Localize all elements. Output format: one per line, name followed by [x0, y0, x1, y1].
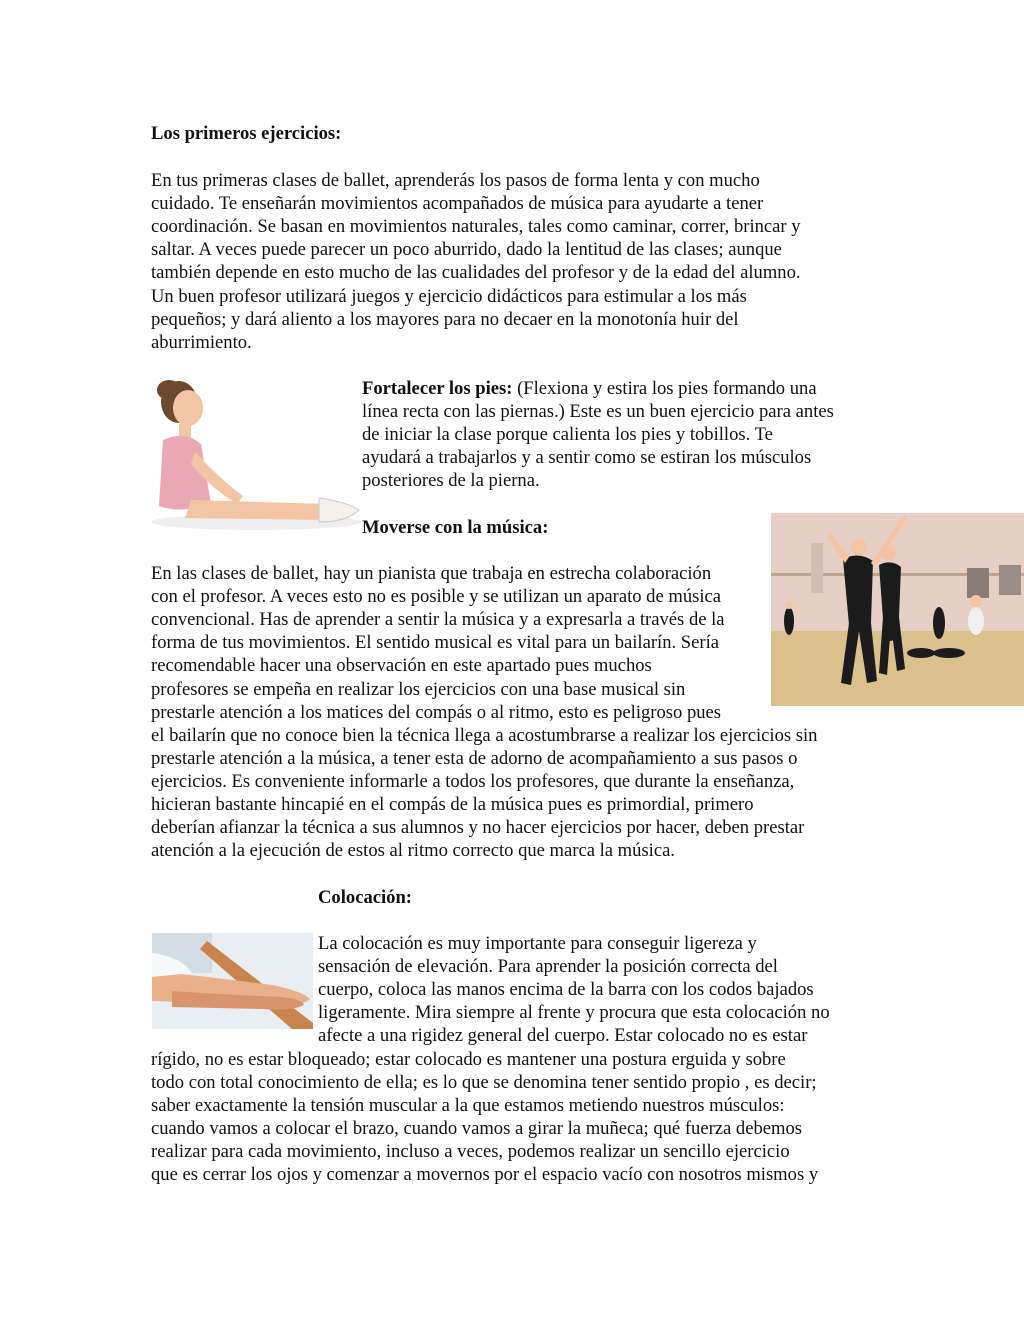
feet-line: posteriores de la pierna. — [362, 470, 540, 492]
music-line: prestarle atención a los matices del compás o al ritmo, esto es peligroso pues — [151, 701, 722, 723]
paragraph-line: saltar. A veces puede parecer un poco aburrido, dado la lentitud de las clases; aunque — [151, 239, 782, 261]
placement-line: cuando vamos a colocar el brazo, cuando vamos a girar la muñeca; qué fuerza debemos — [151, 1117, 803, 1139]
music-line: ejercicios. Es conveniente informarle a todos los profesores, que durante la enseñanza, — [151, 770, 795, 792]
hands-on-barre-photo — [152, 933, 313, 1029]
placement-line: afecte a una rigidez general del cuerpo. Estar colocado no es estar — [318, 1025, 808, 1047]
paragraph-line: coordinación. Se basan en movimientos naturales, tales como caminar, correr, brincar y — [151, 216, 801, 238]
placement-line: sensación de elevación. Para aprender la posición correcta del — [318, 956, 778, 978]
placement-line: realizar para cada movimiento, incluso a veces, podemos realizar un sencillo ejercicio — [151, 1140, 790, 1162]
paragraph-line: cuidado. Te enseñarán movimientos acompañados de música para ayudarte a tener — [151, 193, 764, 215]
paragraph-line: En tus primeras clases de ballet, aprenderás los pasos de forma lenta y con mucho — [151, 170, 760, 191]
music-line: con el profesor. A veces esto no es posible y se utilizan un aparato de música — [151, 586, 722, 608]
feet-first-line: (Flexiona y estira los pies formando una — [512, 378, 817, 399]
feet-line-1 — [362, 377, 817, 400]
placement-line: rígido, no es estar bloqueado; estar colocado es mantener una postura erguida y sobre — [151, 1048, 786, 1070]
paragraph-line: pequeños; y dará aliento a los mayores para no decaer en la monotonía huir del — [151, 308, 739, 330]
placement-line: ligeramente. Mira siempre al frente y procura que esta colocación no — [318, 1002, 830, 1024]
music-line: atención a la ejecución de estos al ritmo correcto que marca la música. — [151, 840, 676, 862]
music-line: prestarle atención a la música, a tener esta de adorno de acompañamiento a sus pasos o — [151, 747, 798, 769]
placement-line: que es cerrar los ojos y comenzar a movernos por el espacio vacío con nosotros mismos y — [151, 1164, 819, 1185]
music-line: recomendable hacer una observación en este apartado pues muchos — [151, 655, 652, 677]
music-line: deberían afianzar la técnica a sus alumnos y no hacer ejercicios por hacer, deben prestar — [151, 817, 805, 839]
heading-colocacion: Colocación: — [318, 887, 412, 908]
feet-line: línea recta con las piernas.) Este es un buen ejercicio para antes — [362, 401, 834, 422]
music-line: profesores se empeña en realizar los ejercicios con una base musical sin — [151, 678, 686, 700]
music-line: hicieran bastante hincapié en el compás de la música pues es primordial, primero — [151, 794, 754, 815]
feet-line: de iniciar la clase porque calienta los pies y tobillos. Te — [362, 424, 773, 446]
placement-line: saber exactamente la tensión muscular a la que estamos metiendo nuestros músculos: — [151, 1094, 785, 1116]
placement-line: La colocación es muy importante para conseguir ligereza y — [318, 933, 757, 954]
heading-moverse-con-la-musica: Moverse con la música: — [362, 517, 549, 538]
paragraph-line: Un buen profesor utilizará juegos y ejercicio didácticos para estimular a los más — [151, 285, 747, 307]
feet-line: ayudará a trabajarlos y a sentir como se estiran los músculos — [362, 447, 812, 469]
music-line: el bailarín que no conoce bien la técnica llega a acostumbrarse a realizar los ejercicios sin — [151, 724, 818, 746]
seated-girl-stretching-feet-photo — [151, 372, 363, 530]
music-line: convencional. Has de aprender a sentir la música y a expresarla a través de la — [151, 609, 725, 631]
heading-primeros-ejercicios: Los primeros ejercicios: — [151, 123, 342, 144]
music-line: forma de tus movimientos. El sentido musical es vital para un bailarín. Sería — [151, 632, 720, 654]
ballet-class-dancing-photo — [771, 513, 1024, 706]
placement-line: cuerpo, coloca las manos encima de la barra con los codos bajados — [318, 979, 814, 1001]
feet-title: Fortalecer los pies: — [362, 378, 513, 399]
paragraph-line: también depende en esto mucho de las cualidades del profesor y de la edad del alumno. — [151, 262, 801, 284]
paragraph-line: aburrimiento. — [151, 331, 252, 353]
music-line: En las clases de ballet, hay un pianista que trabaja en estrecha colaboración — [151, 563, 712, 584]
placement-line: todo con total conocimiento de ella; es lo que se denomina tener sentido propio , es decir; — [151, 1071, 817, 1093]
